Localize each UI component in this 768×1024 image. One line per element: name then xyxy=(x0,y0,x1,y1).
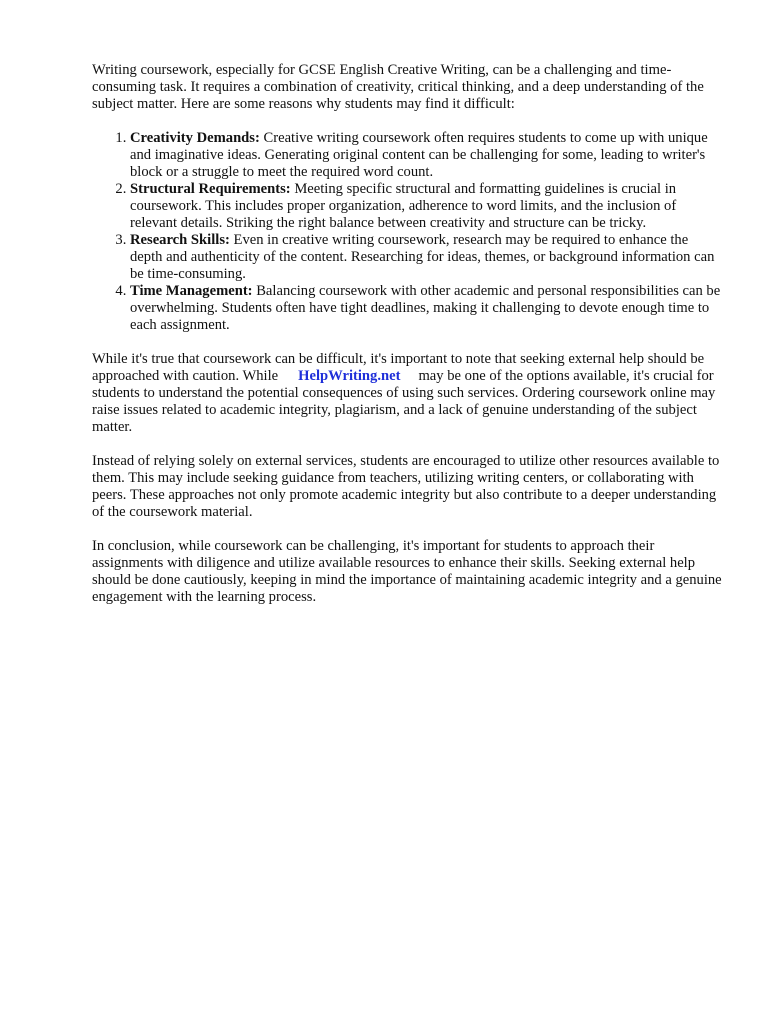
helpwriting-link[interactable]: HelpWriting.net xyxy=(298,368,401,384)
reason-term: Structural Requirements: xyxy=(130,181,291,197)
reason-term: Time Management: xyxy=(130,283,253,299)
intro-paragraph: Writing coursework, especially for GCSE English Creative Writing, can be a challenging and time-consuming task. It requires a combination of creativity, critical thinking, and a deep understanding of the subject matter. Here are some reasons why students may find it difficult: xyxy=(92,62,704,112)
alternatives-paragraph: Instead of relying solely on external services, students are encouraged to utilize other resources available to them. This may include seeking guidance from teachers, utilizing writing centers, or collaborating with peers. These approaches not only promote academic integrity but also contribute to a deeper understanding of the coursework material. xyxy=(92,453,720,520)
reason-text: Even in creative writing coursework, research may be required to enhance the depth and authenticity of the content. Researching for ideas, themes, or background information can be time-consuming. xyxy=(130,232,715,282)
caution-text-before: While it's true that coursework can be difficult, it's important to note that seeking external help should be approached with caution. While xyxy=(92,351,705,384)
reason-text: Creative writing coursework often requires students to come up with unique and imaginative ideas. Generating original content can be challenging for some, leading to writer's block or a struggle to meet the required word count. xyxy=(130,130,708,180)
reasons-list xyxy=(92,130,722,334)
list-item-structure xyxy=(130,181,722,232)
caution-text-after: may be one of the options available, it's crucial for students to understand the potential consequences of using such services. Ordering coursework online may raise issues related to academic integrity, plagiarism, and a lack of genuine understanding of the subject matter. xyxy=(92,368,716,435)
reason-text: Balancing coursework with other academic and personal responsibilities can be overwhelming. Students often have tight deadlines, making it challenging to devote enough time to each assignment. xyxy=(130,283,721,333)
list-item-creativity xyxy=(130,130,722,181)
document-page xyxy=(92,62,722,623)
caution-paragraph xyxy=(92,351,722,436)
reason-text: Meeting specific structural and formatting guidelines is crucial in coursework. This includes proper organization, adherence to word limits, and the inclusion of relevant details. Striking the right balance between creativity and structure can be tricky. xyxy=(130,181,677,231)
reason-term: Creativity Demands: xyxy=(130,130,260,146)
reason-term: Research Skills: xyxy=(130,232,230,248)
list-item-time xyxy=(130,283,722,334)
list-item-research xyxy=(130,232,722,283)
conclusion-paragraph: In conclusion, while coursework can be challenging, it's important for students to approach their assignments with diligence and utilize available resources to enhance their skills. Seeking external help should be done cautiously, keeping in mind the importance of maintaining academic integrity and a genuine engagement with the learning process. xyxy=(92,538,722,605)
